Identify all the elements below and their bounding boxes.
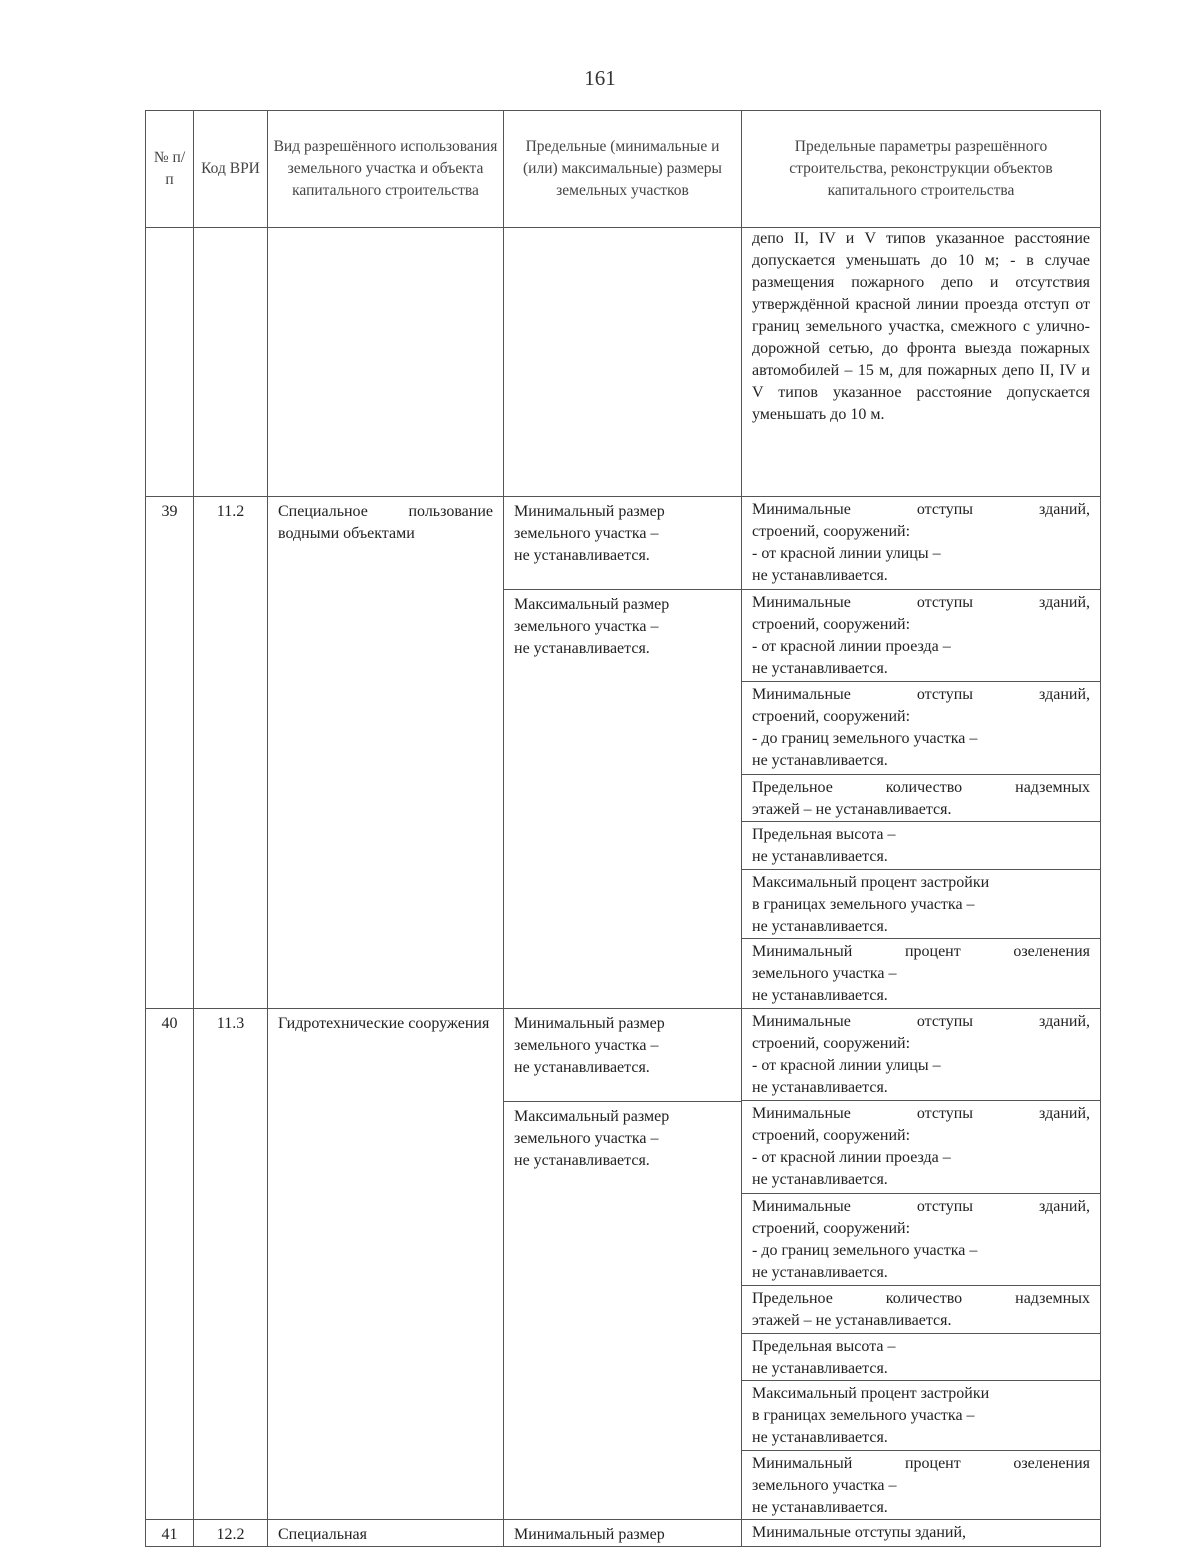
row-number: 40 — [146, 1008, 194, 1520]
row-code: 11.2 — [194, 497, 268, 1009]
param-block — [742, 1334, 1100, 1382]
param-block-line: земельного участка – — [752, 1476, 897, 1494]
param-block-line: Предельное количество надземных — [752, 1290, 1090, 1307]
param-block-line: Минимальный процент озеленения — [752, 1454, 1090, 1472]
param-block-line: не устанавливается. — [752, 1078, 888, 1096]
param-block-line: не устанавливается. — [752, 917, 888, 935]
param-block — [742, 1520, 1100, 1546]
header-code: Код ВРИ — [194, 111, 268, 228]
param-block-line: Минимальные отступы зданий, — [752, 1012, 1090, 1030]
param-block-line: не устанавливается. — [752, 567, 888, 584]
min-size-text — [504, 1009, 741, 1102]
min-size-text-line: не устанавливается. — [514, 1058, 650, 1076]
param-block-line: этажей – не устанавливается. — [752, 800, 952, 818]
param-block-line: этажей – не устанавливается. — [752, 1312, 952, 1329]
param-block-line: - до границ земельного участка – — [752, 1241, 978, 1259]
max-size-text-line: земельного участка – — [514, 1129, 659, 1147]
param-block-line: Минимальные отступы зданий, — [752, 686, 1090, 703]
max-size-text-line: не устанавливается. — [514, 640, 650, 657]
param-block-line: Минимальные отступы зданий, — [752, 1105, 1090, 1122]
param-block-line: не устанавливается. — [752, 659, 888, 677]
param-block-line: не устанавливается. — [752, 848, 888, 865]
param-block-line: Минимальный процент озеленения — [752, 943, 1090, 960]
header-params: Предельные параметры разрешённого строительства, реконструкции объектов капитального строительства — [742, 111, 1101, 228]
param-block-line: строений, сооружений: — [752, 1219, 911, 1237]
param-block — [742, 590, 1100, 683]
max-size-text-line: Максимальный размер — [514, 1107, 670, 1125]
row-vri-name: Специальная — [268, 1520, 504, 1547]
param-block-line: строений, сооружений: — [752, 708, 911, 725]
param-block — [742, 1194, 1100, 1287]
min-size-text-line: земельного участка – — [514, 525, 659, 542]
table-row — [146, 1008, 1101, 1520]
max-size-text-line: не устанавливается. — [514, 1151, 650, 1169]
continuation-row — [146, 228, 1101, 497]
param-block-line: Минимальные отступы зданий, — [752, 1524, 966, 1541]
table-header-row — [146, 111, 1101, 228]
param-block-line: строений, сооружений: — [752, 615, 911, 633]
param-block-line: не устанавливается. — [752, 1359, 888, 1377]
min-size-text — [504, 497, 741, 590]
param-block-line: не устанавливается. — [752, 752, 888, 769]
param-block-line: не устанавливается. — [752, 1263, 888, 1281]
param-block-line: - до границ земельного участка – — [752, 730, 978, 747]
max-size-text-line: земельного участка – — [514, 618, 659, 635]
param-block-line: не устанавливается. — [752, 987, 888, 1004]
param-block — [742, 497, 1100, 590]
row-params-cell — [742, 497, 1101, 1009]
param-block-line: Предельное количество надземных — [752, 778, 1090, 796]
max-size-text — [504, 1102, 741, 1172]
row-size-cell — [504, 1008, 742, 1520]
header-vri: Вид разрешённого использования земельного участка и объекта капитального строительства — [268, 111, 504, 228]
param-block — [742, 939, 1100, 1008]
param-block — [742, 1101, 1100, 1194]
min-size-text-line: Минимальный размер — [514, 1014, 665, 1032]
min-size-text-line: Минимальный размер — [514, 1526, 665, 1543]
page-number: 161 — [584, 66, 616, 90]
param-block-line: Минимальные отступы зданий, — [752, 1197, 1090, 1215]
param-block-line: в границах земельного участка – — [752, 895, 975, 913]
param-block-line: - от красной линии проезда – — [752, 637, 951, 655]
header-size: Предельные (минимальные и (или) максимальные) размеры земельных участков — [504, 111, 742, 228]
param-block — [742, 1451, 1100, 1520]
param-block — [742, 1009, 1100, 1102]
row-params-cell — [742, 1520, 1101, 1547]
param-block — [742, 682, 1100, 775]
param-block-line: Максимальный процент застройки — [752, 1385, 990, 1402]
row-code: 12.2 — [194, 1520, 268, 1547]
param-block-line: земельного участка – — [752, 965, 897, 982]
regulations-table — [145, 110, 1101, 1547]
param-block-line: строений, сооружений: — [752, 1127, 911, 1144]
param-block — [742, 1286, 1100, 1334]
param-block — [742, 870, 1100, 940]
table-row — [146, 497, 1101, 1009]
row-vri-name: Гидротехнические сооружения — [268, 1008, 504, 1520]
min-size-text-line: не устанавливается. — [514, 547, 650, 564]
param-block — [742, 822, 1100, 870]
param-block-line: строений, сооружений: — [752, 523, 911, 540]
param-block-line: - от красной линии улицы – — [752, 545, 941, 562]
param-block — [742, 1381, 1100, 1451]
continuation-text: депо II, IV и V типов указанное расстояние допускается уменьшать до 10 м; - в случае размещения пожарного депо и отсутствия утверждённой красной линии проезда отступ от границ земельного участка, смежного с улично-дорожной сетью, до фронта выезда пожарных автомобилей – 15 м, для пожарных депо II, IV и V типов указанное расстояние допускается уменьшать до 10 м. — [752, 230, 1090, 423]
header-num: № п/п — [146, 111, 194, 228]
row-params-cell — [742, 1008, 1101, 1520]
param-block-line: - от красной линии улицы – — [752, 1056, 941, 1074]
param-block-line: в границах земельного участка – — [752, 1407, 975, 1424]
param-block — [742, 775, 1100, 823]
param-block-line: не устанавливается. — [752, 1498, 888, 1516]
row-number: 39 — [146, 497, 194, 1009]
max-size-text-line: Максимальный размер — [514, 596, 670, 613]
param-block-line: Предельная высота – — [752, 1337, 896, 1355]
row-number: 41 — [146, 1520, 194, 1547]
param-block-line: строений, сооружений: — [752, 1034, 911, 1052]
param-block-line: Минимальные отступы зданий, — [752, 501, 1090, 518]
row-size-cell — [504, 1520, 742, 1547]
max-size-text — [504, 590, 741, 660]
row-vri-name: Специальное пользование водными объектами — [268, 497, 504, 1009]
param-block-line: Минимальные отступы зданий, — [752, 593, 1090, 611]
param-block-line: не устанавливается. — [752, 1429, 888, 1446]
min-size-text-line: земельного участка – — [514, 1036, 659, 1054]
param-block-line: Предельная высота – — [752, 826, 896, 843]
row-size-cell — [504, 497, 742, 1009]
row-code: 11.3 — [194, 1008, 268, 1520]
param-block-line: - от красной линии проезда – — [752, 1149, 951, 1166]
min-size-text-line: Минимальный размер — [514, 503, 665, 520]
min-size-text — [504, 1520, 741, 1546]
table-row — [146, 1520, 1101, 1547]
param-block-line: не устанавливается. — [752, 1171, 888, 1188]
param-block-line: Максимальный процент застройки — [752, 873, 990, 891]
